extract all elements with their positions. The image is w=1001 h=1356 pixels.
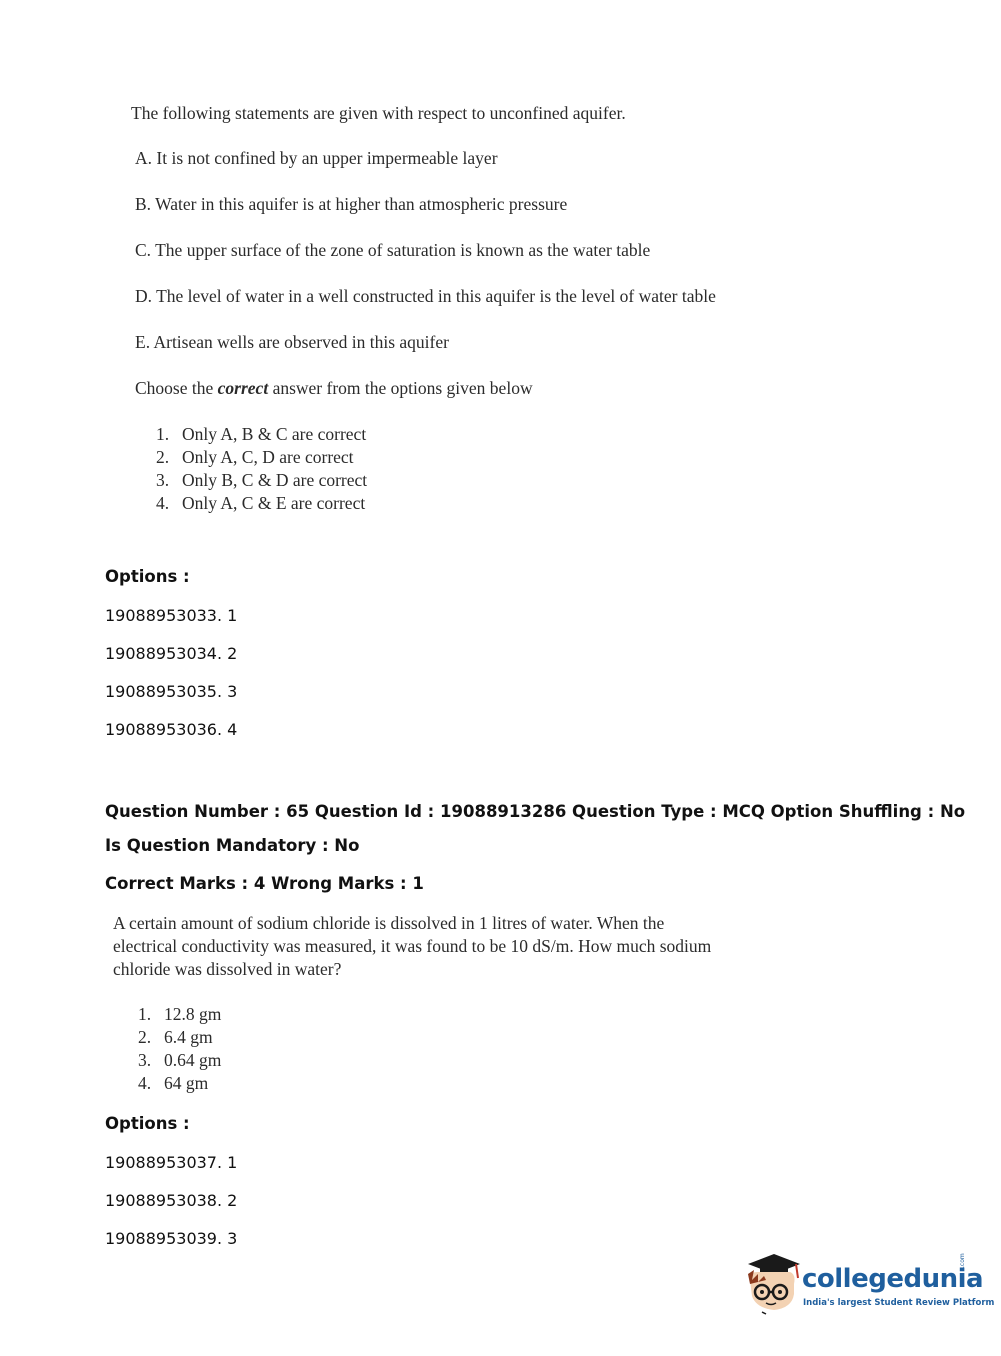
option-row: 19088953037. 1 <box>105 1153 238 1172</box>
statement-e: E. Artisean wells are observed in this aquifer <box>135 332 449 352</box>
option-row: 19088953034. 2 <box>105 644 238 663</box>
choice-item: 4. 64 gm <box>138 1073 209 1093</box>
choose-instruction: Choose the correct answer from the options given below <box>135 378 533 398</box>
option-row: 19088953038. 2 <box>105 1191 238 1210</box>
choice-item: 4. Only A, C & E are correct <box>156 493 366 513</box>
options-heading: Options : <box>105 567 190 586</box>
statement-d: D. The level of water in a well constructed in this aquifer is the level of water table <box>135 286 716 306</box>
statement-b: B. Water in this aquifer is at higher than atmospheric pressure <box>135 194 568 214</box>
option-row: 19088953035. 3 <box>105 682 238 701</box>
marks-line: Correct Marks : 4 Wrong Marks : 1 <box>105 874 424 893</box>
question-intro: The following statements are given with respect to unconfined aquifer. <box>131 103 626 123</box>
choice-item: 2. Only A, C, D are correct <box>156 447 354 467</box>
collegedunia-logo <box>740 1250 995 1320</box>
option-row: 19088953036. 4 <box>105 720 238 739</box>
options-heading: Options : <box>105 1114 190 1133</box>
choice-item: 1. Only A, B & C are correct <box>156 424 367 444</box>
option-row: 19088953033. 1 <box>105 606 238 625</box>
choice-list <box>138 1003 221 1095</box>
logo-tagline: India's largest Student Review Platform <box>803 1298 995 1308</box>
choice-item: 3. Only B, C & D are correct <box>156 470 368 490</box>
choice-item: 2. 6.4 gm <box>138 1027 213 1047</box>
choice-list <box>156 423 367 515</box>
mandatory-line: Is Question Mandatory : No <box>105 836 360 855</box>
logo-wordmark: collegedunia <box>802 1264 984 1294</box>
statement-c: C. The upper surface of the zone of saturation is known as the water table <box>135 240 651 260</box>
statement-a: A. It is not confined by an upper impermeable layer <box>135 148 498 168</box>
question-header: Question Number : 65 Question Id : 19088913286 Question Type : MCQ Option Shuffling : No <box>105 802 966 821</box>
mascot-icon <box>740 1250 802 1316</box>
option-row: 19088953039. 3 <box>105 1229 238 1248</box>
choice-item: 3. 0.64 gm <box>138 1050 222 1070</box>
question-text: A certain amount of sodium chloride is dissolved in 1 litres of water. When the electrical conductivity was measured, it was found to be 10 dS/m. How much sodium chloride was dissolved in water? <box>113 913 712 979</box>
logo-domain-suffix: .com <box>959 1253 966 1268</box>
choice-item: 1. 12.8 gm <box>138 1004 222 1024</box>
